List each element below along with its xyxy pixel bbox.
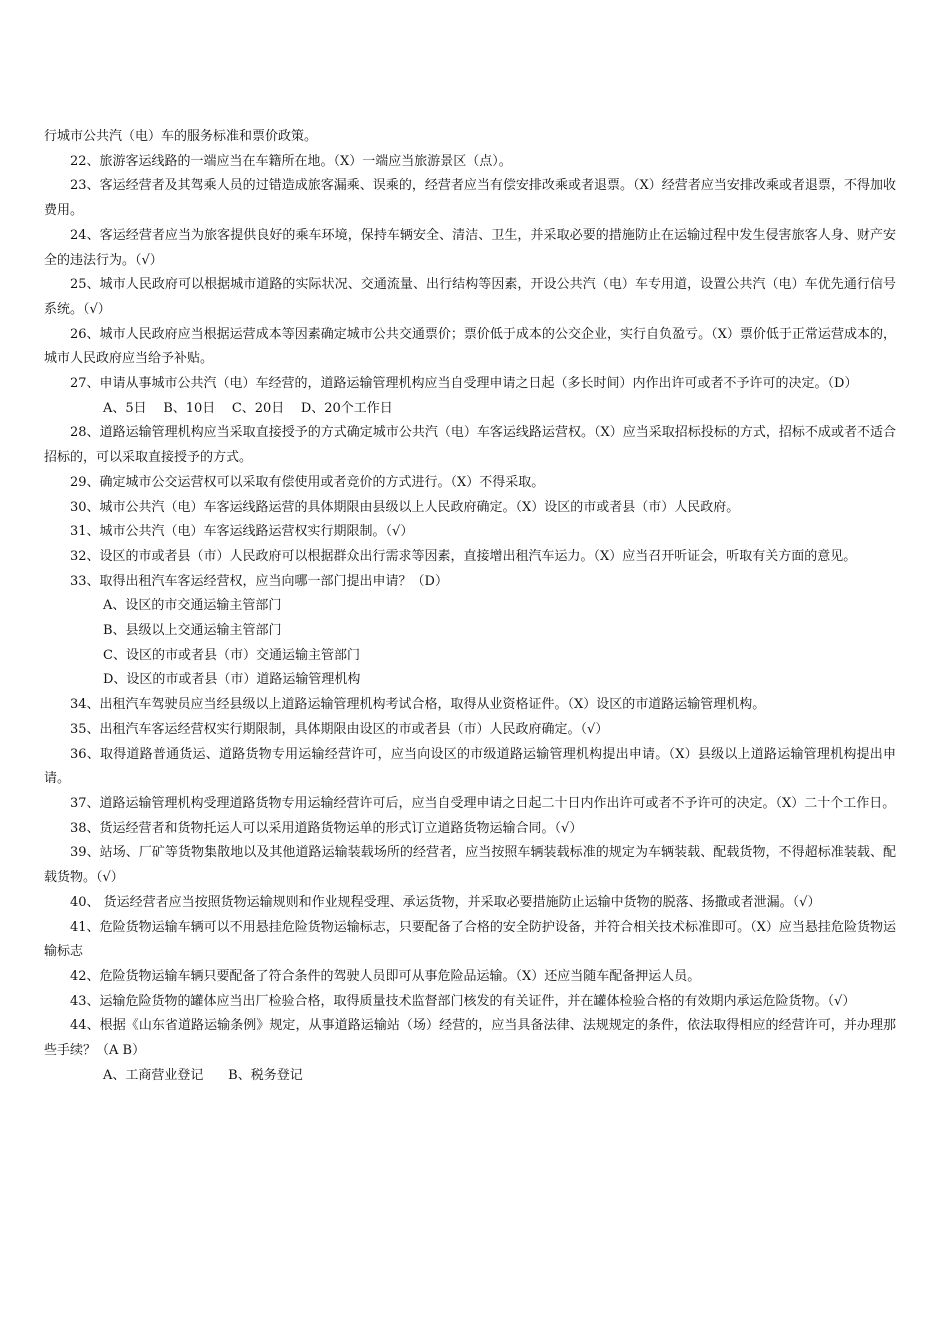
question-paragraph: 40、 货运经营者应当按照货物运输规则和作业规程受理、承运货物，并采取必要措施防止运输中货物的脱落、扬撒或者泄漏。（√）: [70, 894, 821, 910]
question-paragraph: 30、城市公共汽（电）车客运线路运营的具体期限由县级以上人民政府确定。（X）设区的市或者县（市）人民政府。: [70, 499, 740, 515]
question-paragraph: 34、出租汽车驾驶员应当经县级以上道路运输管理机构考试合格，取得从业资格证件。（X）设区的市道路运输管理机构。: [70, 697, 766, 713]
paragraph-continuation: 行城市公共汽（电）车的服务标准和票价政策。: [44, 129, 318, 144]
question-paragraph: 31、城市公共汽（电）车客运线路运营权实行期限制。（√）: [70, 524, 414, 540]
answer-option: A、5日 B、10日 C、20日 D、20个工作日: [103, 400, 393, 416]
answer-option: A、设区的市交通运输主管部门: [103, 598, 282, 614]
question-paragraph: 44、根据《山东省道路运输条例》规定，从事道路运输站（场）经营的，应当具备法律、法规规定的条件，依法取得相应的经营许可，并办理那些手续？（A B）: [44, 1018, 896, 1059]
question-paragraph: 41、危险货物运输车辆可以不用悬挂危险货物运输标志，只要配备了合格的安全防护设备，并符合相关技术标准即可。（X）应当悬挂危险货物运输标志: [44, 919, 896, 960]
question-paragraph: 27、申请从事城市公共汽（电）车经营的，道路运输管理机构应当自受理申请之日起（多长时间）内作出许可或者不予许可的决定。（D）: [70, 376, 858, 392]
answer-option: D、设区的市或者县（市）道路运输管理机构: [103, 672, 361, 688]
question-paragraph: 26、城市人民政府应当根据运营成本等因素确定城市公共交通票价；票价低于成本的公交企业，实行自负盈亏。（X）票价低于正常运营成本的，城市人民政府应当给予补贴。: [44, 326, 896, 367]
question-paragraph: 37、道路运输管理机构受理道路货物专用运输经营许可后，应当自受理申请之日起二十日内作出许可或者不予许可的决定。（X）二十个工作日。: [70, 795, 896, 811]
question-paragraph: 35、出租汽车客运经营权实行期限制，具体期限由设区的市或者县（市）人民政府确定。（√）: [70, 721, 609, 737]
question-paragraph: 42、危险货物运输车辆只要配备了符合条件的驾驶人员即可从事危险品运输。（X）还应当随车配备押运人员。: [70, 968, 701, 984]
question-paragraph: 22、旅游客运线路的一端应当在车籍所在地。（X）一端应当旅游景区（点）。: [70, 153, 512, 169]
question-paragraph: 43、运输危险货物的罐体应当出厂检验合格，取得质量技术监督部门核发的有关证件，并在罐体检验合格的有效期内承运危险货物。（√）: [70, 993, 856, 1009]
question-paragraph: 36、取得道路普通货运、道路货物专用运输经营许可，应当向设区的市级道路运输管理机构提出申请。（X）县级以上道路运输管理机构提出申请。: [44, 746, 896, 787]
question-paragraph: 28、道路运输管理机构应当采取直接授予的方式确定城市公共汽（电）车客运线路运营权。（X）应当采取招标投标的方式，招标不成或者不适合招标的，可以采取直接授予的方式。: [44, 425, 896, 466]
question-paragraph: 39、站场、厂矿等货物集散地以及其他道路运输装载场所的经营者，应当按照车辆装载标准的规定为车辆装载、配载货物，不得超标准装载、配载货物。（√）: [44, 845, 896, 886]
answer-option: C、设区的市或者县（市）交通运输主管部门: [103, 647, 360, 663]
question-paragraph: 38、货运经营者和货物托运人可以采用道路货物运单的形式订立道路货物运输合同。（√）: [70, 820, 583, 836]
question-paragraph: 25、城市人民政府可以根据城市道路的实际状况、交通流量、出行结构等因素，开设公共汽（电）车专用道，设置公共汽（电）车优先通行信号系统。（√）: [44, 277, 896, 317]
page-body: [44, 125, 896, 1088]
question-paragraph: 24、客运经营者应当为旅客提供良好的乘车环境，保持车辆安全、清洁、卫生，并采取必要的措施防止在运输过程中发生侵害旅客人身、财产安全的违法行为。（√）: [44, 227, 896, 268]
question-paragraph: 29、确定城市公交运营权可以采取有偿使用或者竞价的方式进行。（X）不得采取。: [70, 474, 545, 490]
question-paragraph: 33、取得出租汽车客运经营权，应当向哪一部门提出申请？（D）: [70, 573, 448, 589]
answer-option: A、工商营业登记 B、税务登记: [103, 1067, 303, 1083]
answer-option: B、县级以上交通运输主管部门: [103, 623, 282, 639]
question-paragraph: 23、客运经营者及其驾乘人员的过错造成旅客漏乘、误乘的，经营者应当有偿安排改乘或者退票。（X）经营者应当安排改乘或者退票，不得加收费用。: [44, 178, 896, 219]
question-paragraph: 32、设区的市或者县（市）人民政府可以根据群众出行需求等因素，直接增出租汽车运力。（X）应当召开听证会，听取有关方面的意见。: [70, 548, 857, 564]
